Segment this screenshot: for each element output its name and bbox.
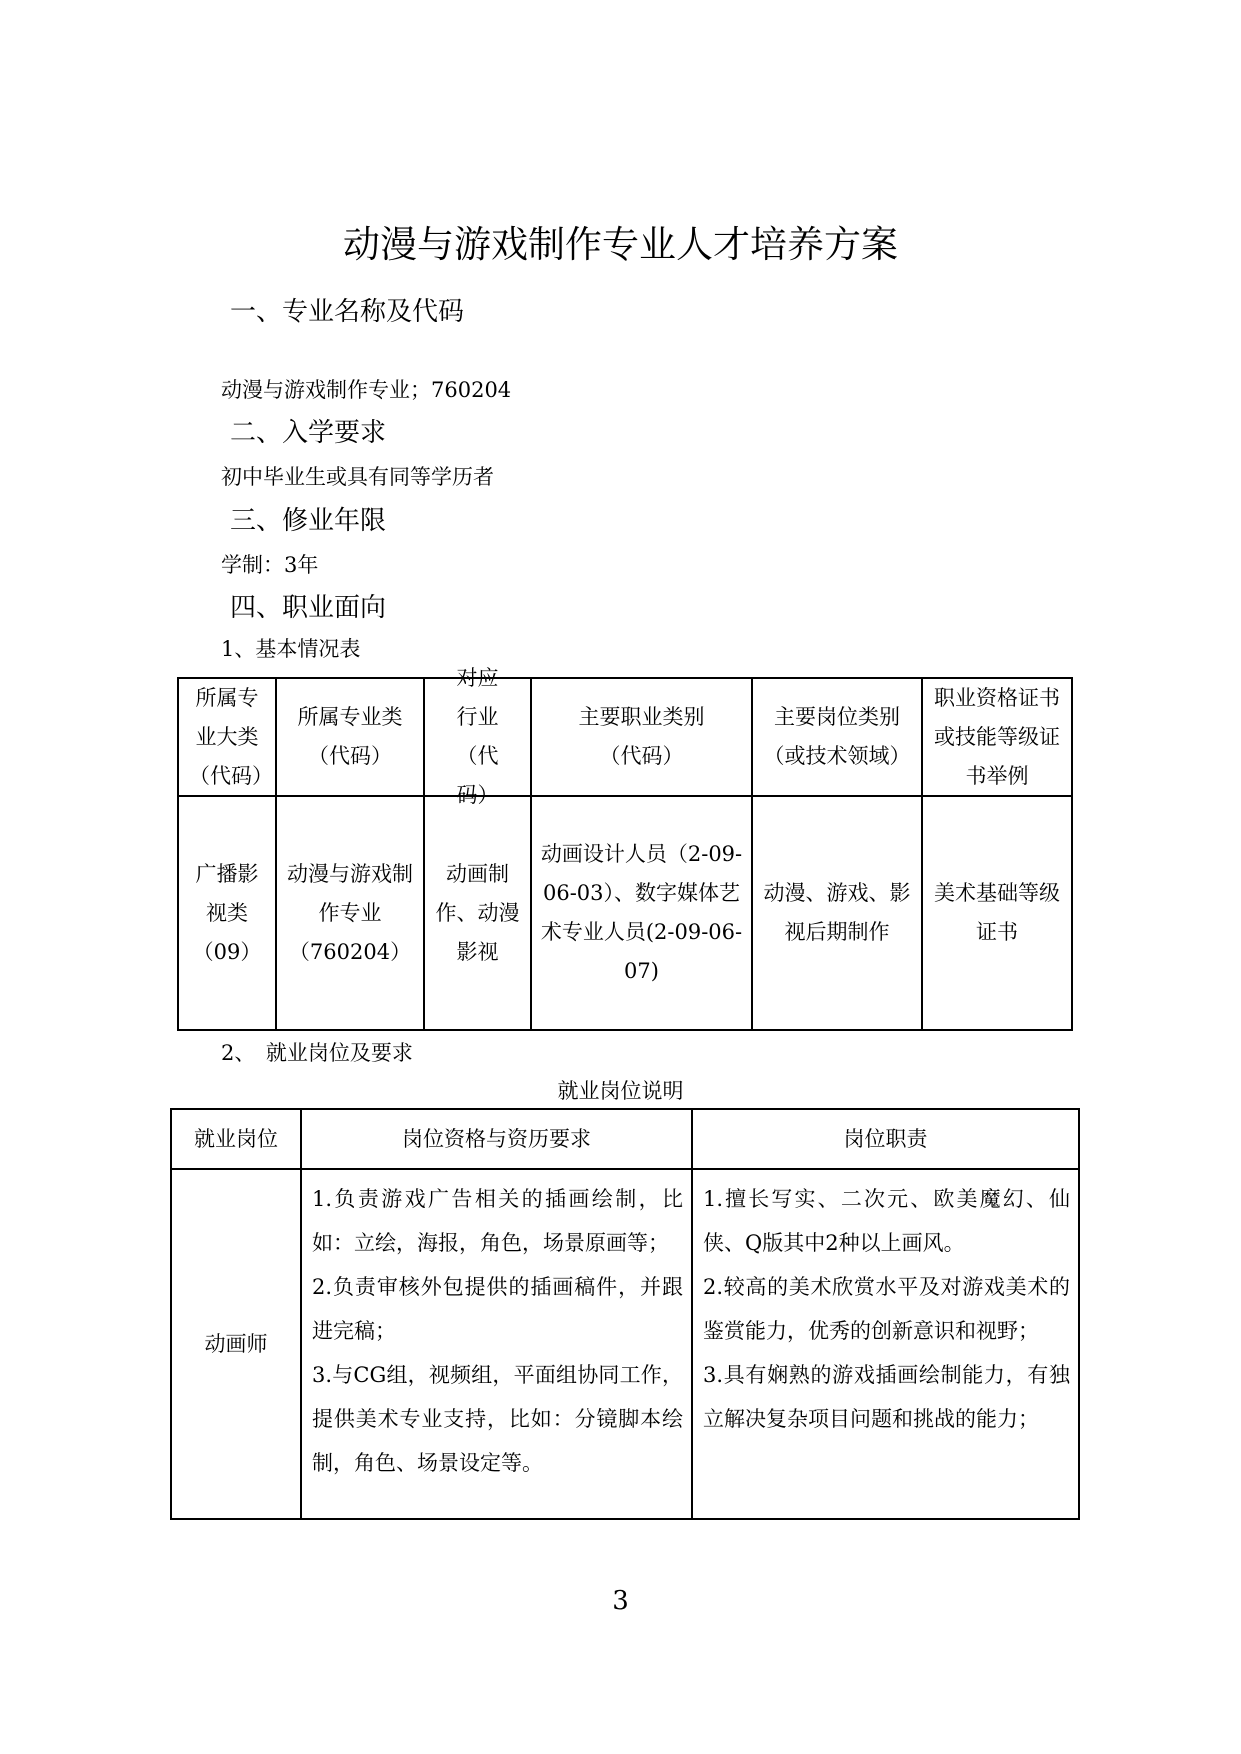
position-cell: 动画师: [171, 1169, 301, 1519]
header-cell: 就业岗位: [171, 1109, 301, 1169]
section-2-text: 初中毕业生或具有同等学历者: [221, 465, 494, 489]
table-cell: 动漫、游戏、影视后期制作: [752, 796, 922, 1030]
requirement-item: 1.负责游戏广告相关的插画绘制，比如：立绘，海报，角色，场景原画等；: [312, 1187, 683, 1255]
table-row: [171, 1169, 1079, 1519]
section-3-heading: 三、修业年限: [230, 506, 387, 536]
table-cell: 美术基础等级证书: [922, 796, 1072, 1030]
table-header-row: [171, 1109, 1079, 1169]
table-cell: 动画制作、动漫影视: [424, 796, 531, 1030]
section-4-heading: 四、职业面向: [230, 593, 387, 623]
page-number: 3: [612, 1586, 629, 1616]
section-2-heading: 二、入学要求: [230, 418, 387, 448]
header-cell: 岗位资格与资历要求: [301, 1109, 692, 1169]
subsection-jobs: 2、 就业岗位及要求: [221, 1041, 413, 1065]
document-title: 动漫与游戏制作专业人才培养方案: [343, 223, 898, 266]
subsection-basic-table: 1、基本情况表: [221, 637, 361, 661]
table-header-row: [178, 678, 1072, 796]
header-cell: 所属专业类（代码）: [276, 678, 424, 796]
section-3-text: 学制：3年: [221, 553, 319, 577]
header-cell: 主要岗位类别（或技术领域）: [752, 678, 922, 796]
duties-cell: [692, 1169, 1079, 1519]
duty-item: 2.较高的美术欣赏水平及对游戏美术的鉴赏能力，优秀的创新意识和视野；: [703, 1275, 1070, 1343]
header-cell: 职业资格证书或技能等级证书举例: [922, 678, 1072, 796]
table-cell: 广播影视类（09）: [178, 796, 276, 1030]
requirement-item: 3.与CG组，视频组，平面组协同工作，提供美术专业支持，比如：分镜脚本绘制，角色、场景设定等。: [312, 1363, 683, 1475]
section-1-text: 动漫与游戏制作专业；760204: [221, 378, 512, 402]
requirement-item: 2.负责审核外包提供的插画稿件，并跟进完稿；: [312, 1275, 683, 1343]
table-cell: 动画设计人员（2-09-06-03）、数字媒体艺术专业人员(2-09-06-07): [531, 796, 752, 1030]
basic-info-table: [177, 666, 1073, 1031]
table-caption: 就业岗位说明: [557, 1079, 684, 1103]
table-row: [178, 796, 1072, 1030]
header-cell: 主要职业类别（代码）: [531, 678, 752, 796]
duty-item: 1.擅长写实、二次元、欧美魔幻、仙侠、Q版其中2种以上画风。: [703, 1187, 1070, 1255]
header-cell: 对应行业（代码）: [424, 678, 531, 796]
section-1-heading: 一、专业名称及代码: [230, 297, 465, 327]
header-cell: 岗位职责: [692, 1109, 1079, 1169]
table-cell: 动漫与游戏制作专业（760204）: [276, 796, 424, 1030]
header-cell: 所属专业大类（代码）: [178, 678, 276, 796]
job-positions-table: [170, 1108, 1080, 1520]
duty-item: 3.具有娴熟的游戏插画绘制能力，有独立解决复杂项目问题和挑战的能力；: [703, 1363, 1070, 1431]
requirements-cell: [301, 1169, 692, 1519]
